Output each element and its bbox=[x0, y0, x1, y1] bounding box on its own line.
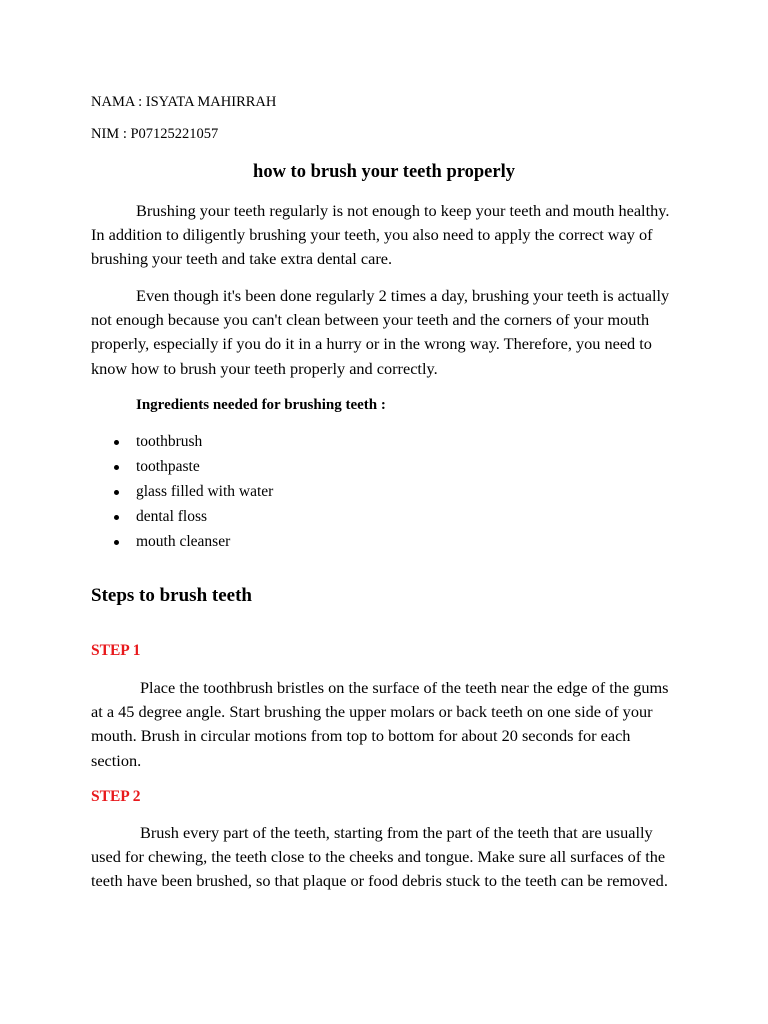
list-item-label: mouth cleanser bbox=[136, 533, 231, 550]
student-nim: NIM : P07125221057 bbox=[91, 126, 219, 142]
step-1-label: STEP 1 bbox=[91, 642, 141, 659]
list-item-label: toothbrush bbox=[136, 433, 203, 450]
intro-paragraph: Brushing your teeth regularly is not enough to keep your teeth and mouth healthy. In addition to diligently brushing your teeth, you also need to apply the correct way of brushing your teeth and take extra dental care. bbox=[91, 201, 670, 269]
bullet-icon bbox=[114, 515, 119, 520]
ingredients-list bbox=[91, 431, 273, 556]
list-item bbox=[91, 531, 273, 556]
list-item bbox=[91, 506, 273, 531]
student-name: NAMA : ISYATA MAHIRRAH bbox=[91, 94, 277, 110]
list-item bbox=[91, 431, 273, 456]
bullet-icon bbox=[114, 465, 119, 470]
ingredients-heading: Ingredients needed for brushing teeth : bbox=[136, 397, 386, 413]
list-item-label: dental floss bbox=[136, 508, 208, 525]
bullet-icon bbox=[114, 440, 119, 445]
step-2-label: STEP 2 bbox=[91, 788, 141, 805]
document-title: how to brush your teeth properly bbox=[253, 162, 515, 182]
bullet-icon bbox=[114, 490, 119, 495]
list-item bbox=[91, 481, 273, 506]
list-item-label: toothpaste bbox=[136, 458, 200, 475]
list-item bbox=[91, 456, 273, 481]
step-1-text: Place the toothbrush bristles on the surface of the teeth near the edge of the gums at a 45 degree angle. Start brushing the upper molars or back teeth on one side of your mouth. Brush in circular motions from top to bottom for about 20 seconds for each section. bbox=[91, 678, 669, 770]
bullet-icon bbox=[114, 540, 119, 545]
list-item-label: glass filled with water bbox=[136, 483, 274, 500]
context-paragraph: Even though it's been done regularly 2 times a day, brushing your teeth is actually not enough because you can't clean between your teeth and the corners of your mouth properly, especially if you do it in a hurry or in the wrong way. Therefore, you need to know how to brush your teeth properly and correctly. bbox=[91, 286, 670, 378]
step-2-text: Brush every part of the teeth, starting from the part of the teeth that are usually used for chewing, the teeth close to the cheeks and tongue. Make sure all surfaces of the teeth have been brushed, so that plaque or food debris stuck to the teeth can be removed. bbox=[91, 823, 668, 891]
steps-heading: Steps to brush teeth bbox=[91, 585, 252, 606]
